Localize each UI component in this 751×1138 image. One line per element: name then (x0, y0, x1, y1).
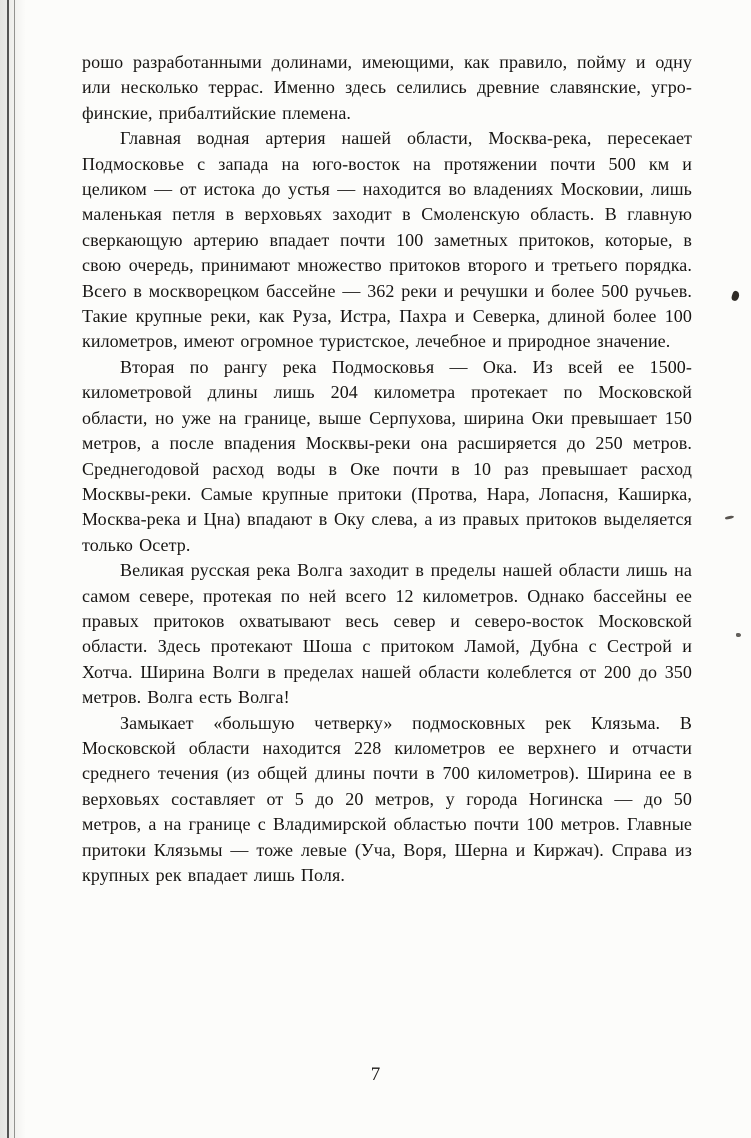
paragraph-volga: Великая русская река Волга заходит в пределы нашей области лишь на самом севере, протекая по ней всего 12 километров. Однако бассейны ее правых притоков охватывают весь север и северо-восток Московской области. Здесь протекают Шоша с притоком Ламой, Дубна с Сестрой и Хотча. Ширина Волги в пределах нашей области колеблется от 200 до 350 метров. Волга есть Волга! (82, 560, 692, 708)
scan-edge-shadow (0, 0, 26, 1138)
paragraph-klyazma: Замыкает «большую четверку» подмосковных рек Клязьма. В Московской области находится 228 километров ее верхнего и отчасти среднего течения (из общей длины почти в 700 километров). Ширина ее в верховьях составляет от 5 до 20 метров, у города Ногинска — до 50 метров, а на границе с Владимирской областью почти 100 метров. Главные притоки Клязьмы — тоже левые (Уча, Воря, Шерна и Киржач). Справа из крупных рек впадает лишь Поля. (82, 712, 692, 885)
scan-edge-line (7, 0, 9, 1138)
text-block (82, 50, 692, 888)
scan-speck (725, 515, 734, 520)
scan-edge-line-secondary (14, 0, 15, 1138)
page-number: 7 (370, 1064, 381, 1085)
paragraph-oka: Вторая по рангу река Подмосковья — Ока. Из всей ее 1500-километровой длины лишь 204 километра протекает по Московской области, но уже на границе, выше Серпухова, ширина Оки превышает 150 метров, а после впадения Москвы-реки она расширяется до 250 метров. Среднегодовой расход воды в Оке почти в 10 раз превышает расход Москвы-реки. Самые крупные притоки (Протва, Нара, Лопасня, Каширка, Москва-река и Цна) впадают в Оку слева, а из правых притоков выделяется только Осетр. (82, 356, 692, 555)
paragraph-continuation: рошо разработанными долинами, имеющими, как правило, пойму и одну или несколько террас. Именно здесь селились древние славянские, угро-финские, прибалтийские племена. (82, 52, 692, 123)
paragraph-moskva-reka: Главная водная артерия нашей области, Москва-река, пересекает Подмосковье с запада на юго-восток на протяжении почти 500 км и целиком — от истока до устья — находится во владениях Московии, лишь маленькая петля в верховьях заходит в Смоленскую область. В главную сверкающую артерию впадает почти 100 заметных притоков, которые, в свою очередь, принимают множество притоков второго и третьего порядка. Всего в москворецком бассейне — 362 реки и речушки и более 500 ручьев. Такие крупные реки, как Руза, Истра, Пахра и Северка, длиной более 100 километров, имеют огромное туристское, лечебное и природное значение. (82, 128, 692, 352)
scan-speck (731, 290, 741, 302)
scan-speck (736, 633, 741, 637)
